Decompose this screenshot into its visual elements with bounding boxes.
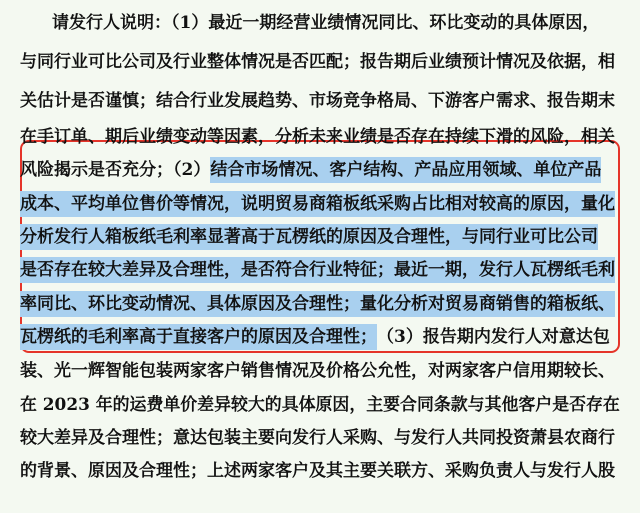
highlighted-text: 是否存在较大差异及合理性，是否符合行业特征；最近一期，发行人瓦楞纸毛利	[20, 257, 615, 283]
text-segment: 较大差异及合理性；意达包装主要向发行人采购、与发行人共同投资萧县农商行	[20, 428, 615, 448]
highlighted-text: 结合市场情况、客户结构、产品应用领域、单位产品	[210, 157, 601, 183]
text-line	[0, 389, 640, 419]
text-line	[0, 255, 640, 285]
text-line	[0, 356, 640, 386]
text-line	[0, 222, 640, 252]
highlighted-text: 成本、平均单位售价等情况，说明贸易商箱板纸采购占比相对较高的原因，量化	[20, 191, 615, 217]
text-segment: （3）报告期内发行人对意达包	[377, 327, 610, 347]
text-segment: 装、光一辉智能包装两家客户销售情况及价格公允性，对两家客户信用期较长、	[20, 361, 615, 381]
text-line	[0, 456, 640, 486]
highlighted-text: 分析发行人箱板纸毛利率显著高于瓦楞纸的原因及合理性，与同行业可比公司	[20, 224, 598, 250]
text-line	[0, 155, 640, 185]
text-line	[0, 289, 640, 319]
highlighted-text: 率同比、环比变动情况、具体原因及合理性；量化分析对贸易商销售的箱板纸、	[20, 291, 615, 317]
text-line	[0, 47, 640, 77]
text-line	[0, 8, 640, 38]
text-line	[0, 322, 640, 352]
text-segment: 的背景、原因及合理性；上述两家客户及其主要关联方、采购负责人与发行人股	[20, 461, 615, 481]
highlighted-text: 瓦楞纸的毛利率高于直接客户的原因及合理性；	[20, 324, 377, 350]
text-line	[0, 86, 640, 116]
text-segment: 关估计是否谨慎；结合行业发展趋势、市场竞争格局、下游客户需求、报告期末	[20, 91, 615, 111]
text-segment: 在手订单、期后业绩变动等因素，分析未来业绩是否存在持续下滑的风险，相关	[20, 127, 615, 147]
text-line	[0, 189, 640, 219]
text-segment: 请发行人说明：（1）最近一期经营业绩情况同比、环比变动的具体原因，	[52, 13, 600, 33]
text-segment: 与同行业可比公司及行业整体情况是否匹配；报告期后业绩预计情况及依据，相	[20, 52, 615, 72]
text-line	[0, 423, 640, 453]
text-line	[0, 122, 640, 152]
text-segment: 在 2023 年的运费单价差异较大的具体原因，主要合同条款与其他客户是否存在	[20, 394, 620, 414]
text-segment: 风险揭示是否充分；（2）	[20, 160, 211, 180]
